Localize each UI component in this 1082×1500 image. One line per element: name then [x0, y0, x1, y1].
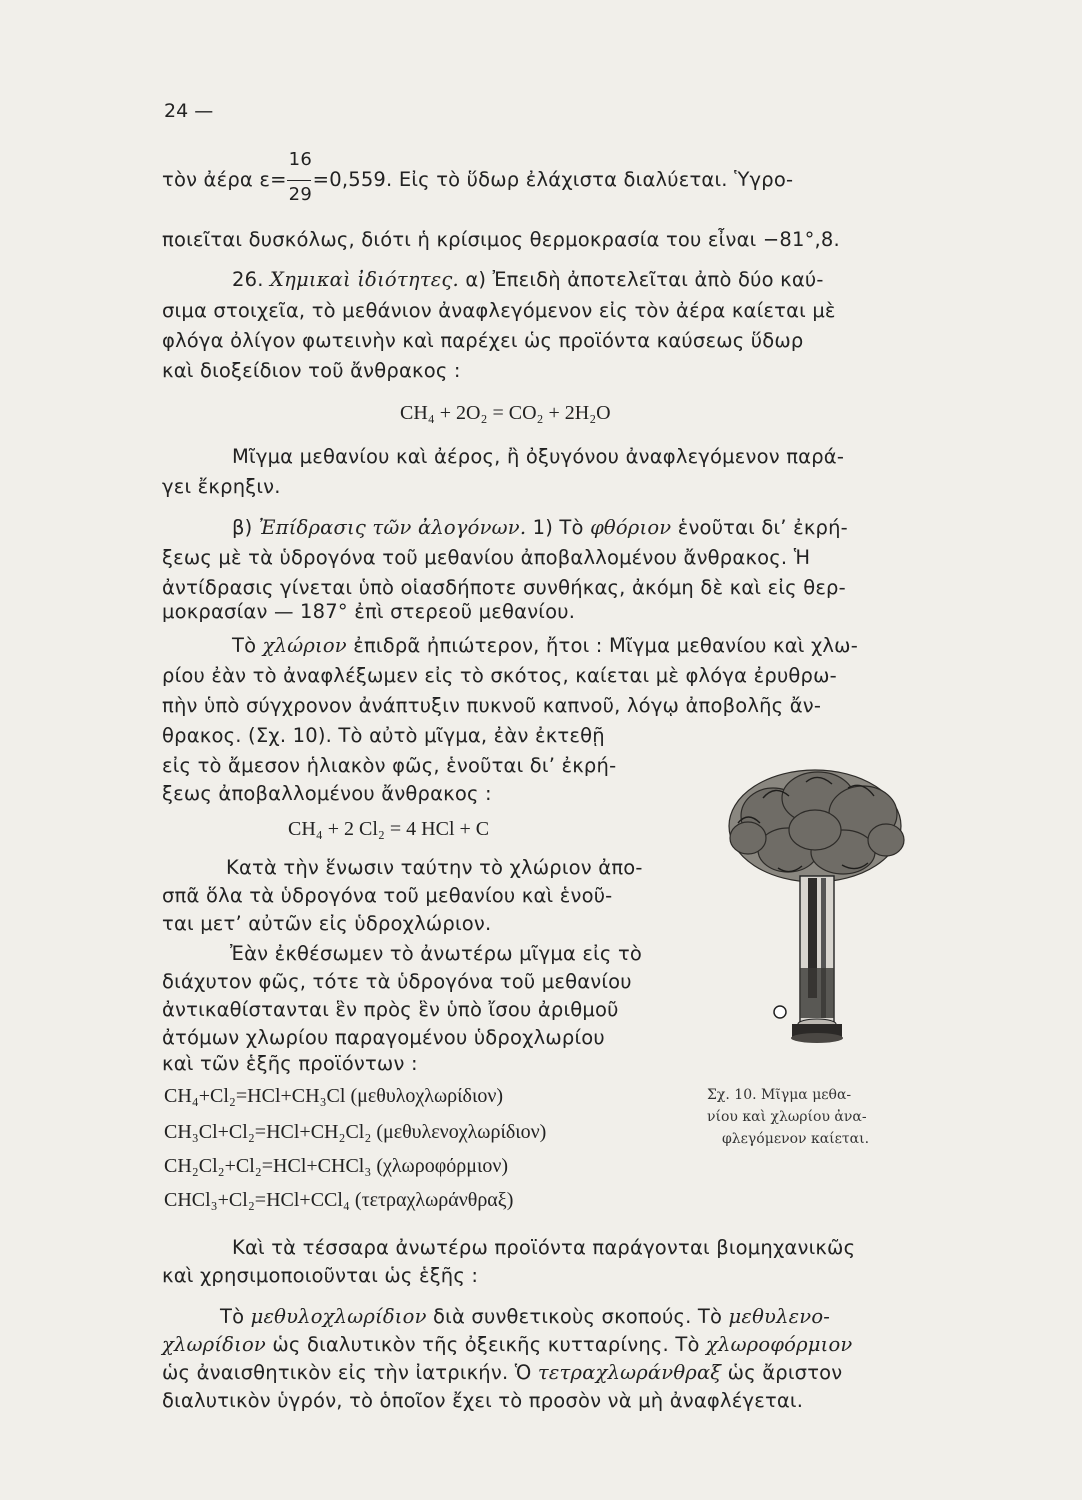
- text-line: φλόγα ὀλίγον φωτεινὴν καὶ παρέχει ὡς προϊόντα καύσεως ὕδωρ: [162, 329, 804, 352]
- text-line: εἰς τὸ ἄμεσον ἡλιακὸν φῶς, ἑνοῦται δι’ ἐκρή-: [162, 754, 617, 777]
- emphasis: τετραχλωράνθραξ: [537, 1361, 722, 1384]
- text-line: καὶ διοξείδιον τοῦ ἄνθρακος :: [162, 359, 461, 382]
- emphasis: χλωροφόρμιον: [706, 1333, 853, 1356]
- text-line: καὶ τῶν ἑξῆς προϊόντων :: [162, 1052, 418, 1075]
- text-span: 1) Τὸ: [526, 516, 591, 539]
- fraction-denominator: 29: [288, 183, 312, 205]
- text-span: =0,559. Εἰς τὸ ὕδωρ ἐλάχιστα διαλύεται. Ὑγρο-: [312, 168, 794, 191]
- figure-caption-line: Σχ. 10. Μῖγμα μεθα-: [707, 1087, 852, 1103]
- reaction-1: CH₄+Cl₂=HCl+CH₃Cl (μεθυλοχλωρίδιον): [164, 1085, 504, 1107]
- text-line: Μῖγμα μεθανίου καὶ ἀέρος, ἢ ὀξυγόνου ἀναφλεγόμενον παρά-: [232, 445, 845, 468]
- text-line: ἀντίδρασις γίνεται ὑπὸ οἱασδήποτε συνθήκας, ἀκόμη δὲ καὶ εἰς θερ-: [162, 576, 846, 599]
- section-26-line: [232, 268, 824, 291]
- text-span: τὸν ἀέρα ε=: [162, 168, 287, 191]
- emphasis: μεθυλοχλωρίδιον: [250, 1305, 427, 1328]
- text-span: Τὸ: [232, 634, 263, 657]
- text-line: Καὶ τὰ τέσσαρα ἀνωτέρω προϊόντα παράγονται βιομηχανικῶς: [232, 1236, 856, 1259]
- page-number: 24 —: [164, 100, 214, 122]
- text-line: ποιεῖται δυσκόλως, διότι ἡ κρίσιμος θερμοκρασία του εἶναι −81°,8.: [162, 228, 840, 251]
- section-heading: Ἐπίδρασις τῶν ἀλογόνων.: [258, 516, 527, 539]
- text-line: Ἐὰν ἐκθέσωμεν τὸ ἀνωτέρω μῖγμα εἰς τὸ: [230, 942, 643, 965]
- text-line: μοκρασίαν — 187° ἐπὶ στερεοῦ μεθανίου.: [162, 600, 576, 623]
- cylinder: [791, 876, 843, 1043]
- fraction-bar: [287, 180, 311, 181]
- text-line: ξεως μὲ τὰ ὑδρογόνα τοῦ μεθανίου ἀποβαλλομένου ἄνθρακος. Ἡ: [162, 546, 811, 569]
- reaction-2: CH₃Cl+Cl₂=HCl+CH₂Cl₂ (μεθυλενοχλωρίδιον): [164, 1121, 547, 1143]
- text-line: ἀτόμων χλωρίου παραγομένου ὑδροχλωρίου: [162, 1026, 605, 1049]
- text-span: ὡς ἄριστον: [721, 1361, 843, 1384]
- figure-10-illustration: [718, 768, 918, 1068]
- text-line: ἀντικαθίστανται ἓν πρὸς ἓν ὑπὸ ἴσου ἀριθμοῦ: [162, 998, 619, 1021]
- text-line: πὴν ὑπὸ σύγχρονον ἀνάπτυξιν πυκνοῦ καπνοῦ, λόγῳ ἀποβολῆς ἄν-: [162, 694, 822, 717]
- text-line: [162, 148, 794, 205]
- text-line: θρακος. (Σχ. 10). Τὸ αὐτὸ μῖγμα, ἐὰν ἐκτεθῇ: [162, 724, 605, 747]
- text-line: σπᾶ ὅλα τὰ ὑδρογόνα τοῦ μεθανίου καὶ ἑνοῦ-: [162, 884, 613, 907]
- smoke-cloud: [729, 770, 904, 882]
- text-span: διὰ συνθετικοὺς σκοπούς. Τὸ: [426, 1305, 729, 1328]
- text-line: διάχυτον φῶς, τότε τὰ ὑδρογόνα τοῦ μεθανίου: [162, 970, 632, 993]
- figure-caption-line: φλεγόμενον καίεται.: [722, 1131, 870, 1147]
- uses-line-2: [162, 1333, 852, 1356]
- text-span: ὡς διαλυτικὸν τῆς ὀξεικῆς κυτταρίνης. Τὸ: [265, 1333, 706, 1356]
- text-line: ρίου ἐὰν τὸ ἀναφλέξωμεν εἰς τὸ σκότος, καίεται μὲ φλόγα ἐρυθρω-: [162, 664, 837, 687]
- equation-combustion: CH₄ + 2O₂ = CO₂ + 2H₂O: [400, 402, 611, 424]
- section-heading: Χημικαὶ ἰδιότητες.: [270, 268, 459, 291]
- chlorine-line: [232, 634, 858, 657]
- fraction: [287, 148, 313, 205]
- text-span: ὡς ἀναισθητικὸν εἰς τὴν ἰατρικήν. Ὁ: [162, 1361, 538, 1384]
- equation-chlorination: CH₄ + 2 Cl₂ = 4 HCl + C: [288, 818, 490, 840]
- text-span: α) Ἐπειδὴ ἀποτελεῖται ἀπὸ δύο καύ-: [458, 268, 824, 291]
- section-number: 26.: [232, 268, 271, 291]
- text-span: ἐπιδρᾶ ἠπιώτερον, ἤτοι : Μῖγμα μεθανίου καὶ χλω-: [346, 634, 858, 657]
- text-line: ται μετ’ αὐτῶν εἰς ὑδροχλώριον.: [162, 912, 492, 935]
- text-line: Κατὰ τὴν ἕνωσιν ταύτην τὸ χλώριον ἀπο-: [226, 856, 643, 879]
- reaction-3: CH₂Cl₂+Cl₂=HCl+CHCl₃ (χλωροφόρμιον): [164, 1155, 509, 1177]
- text-line: ξεως ἀποβαλλομένου ἄνθρακος :: [162, 782, 492, 805]
- emphasis: χλωρίδιον: [162, 1333, 266, 1356]
- text-span: β): [232, 516, 259, 539]
- text-line: γει ἔκρηξιν.: [162, 475, 281, 498]
- text-span: ἑνοῦται δι’ ἐκρή-: [671, 516, 848, 539]
- reaction-4: CHCl₃+Cl₂=HCl+CCl₄ (τετραχλωράνθραξ): [164, 1189, 514, 1211]
- emphasis: χλώριον: [262, 634, 347, 657]
- text-line: καὶ χρησιμοποιοῦνται ὡς ἑξῆς :: [162, 1264, 479, 1287]
- text-line: διαλυτικὸν ὑγρόν, τὸ ὁποῖον ἔχει τὸ προσὸν νὰ μὴ ἀναφλέγεται.: [162, 1389, 804, 1412]
- section-beta-line: [232, 516, 848, 539]
- stopper: [774, 1006, 786, 1018]
- fraction-numerator: 16: [288, 148, 312, 170]
- uses-line-3: [162, 1361, 842, 1384]
- emphasis: μεθυλενο-: [728, 1305, 831, 1328]
- text-line: σιμα στοιχεῖα, τὸ μεθάνιον ἀναφλεγόμενον εἰς τὸν ἀέρα καίεται μὲ: [162, 299, 836, 322]
- figure-caption-line: νίου καὶ χλωρίου ἀνα-: [707, 1109, 867, 1125]
- text-span: Τὸ: [220, 1305, 251, 1328]
- uses-line-1: [220, 1305, 830, 1328]
- emphasis: φθόριον: [590, 516, 672, 539]
